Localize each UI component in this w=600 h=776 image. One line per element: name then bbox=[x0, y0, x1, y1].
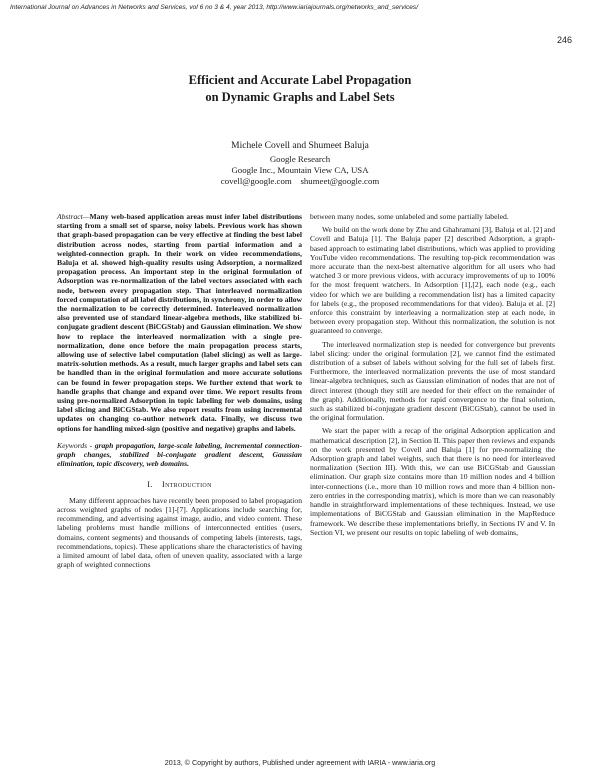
author-names: Michele Covell and Shumeet Baluja bbox=[231, 141, 369, 151]
section-title: Introduction bbox=[162, 480, 212, 490]
intro-paragraph-4: We start the paper with a recap of the original Adsorption application and mathematical description [2], in Section II. This paper then reviews and expands on the work presented by Covell and Baluja [1] for pre-normalizing the Adsorption graph and label weights, such that there is no need for interleaved normalization (Section III). With this, we can use BiCGStab and Gaussian elimination. Our graph size contains more than 10 million nodes and 4 billion inter-connections (i.e., more than 10 million rows and more than 4 billion non-zero entries in the corresponding matrix), which is more than we can reasonably handle in straightforward implementations of these techniques. Instead, we use implementations of BiCGStab and Gaussian elimination in the MapReduce framework. We describe these implementations briefly, in Sections IV and V. In Section VI, we present our results on topic labeling of web domains, bbox=[310, 426, 555, 537]
intro-paragraph-1: Many different approaches have recently been proposed to label propagation across weighted graphs of nodes [1]-[7]. Applications include searching for, recommending, and advertising against image, audio, and video content. These labeling problems must handle millions of interconnected entities (users, domains, content segments) and thousands of competing labels (interests, tags, recommendations, topics). These applications share the characteristics of having a limited amount of label data, often of uneven quality, associated with a large graph of weighted connections bbox=[57, 495, 302, 570]
affiliation-1: Google Research bbox=[269, 154, 331, 164]
intro-paragraph-2: We build on the work done by Zhu and Ghahramani [3], Baluja et al. [2] and Covell and Baluja [1]. The Baluja paper [2] described Adsorption, a graph-based approach to estimating label distributions, which was applied to providing YouTube video recommendations. The resulting top-pick recommendation was more accurate than the next-best alternative algorithm for all users who had watched 3 or more previous videos, with accuracy improvements of up to 100% for the most frequent watchers. In Adsorption [1],[2], each node (e.g., each video for which we are building a recommendation list) has a limited capacity for labels (e.g., the proposed recommendations for that video). Baluja et al. [2] enforce this constraint by interleaving a normalization step at each node, in between every propagation step. Without this normalization, the solution is not guaranteed to converge. bbox=[310, 225, 555, 336]
running-header: International Journal on Advances in Networks and Services, vol 6 no 3 & 4, year 2013, http://www.iariajournals.org/networks_and_services/ bbox=[10, 4, 419, 11]
paper-title-line-2: on Dynamic Graphs and Label Sets bbox=[205, 90, 395, 104]
keywords bbox=[57, 441, 302, 469]
keywords-text: graph propagation, large-scale labeling, incremental connection-graph changes, stabilized bi-conjugate gradient descent, Gaussian elimination, topic discovery, web domains. bbox=[57, 440, 302, 469]
right-column bbox=[310, 212, 555, 537]
section-number: I. bbox=[147, 480, 153, 490]
author-emails: covell@google.com shumeet@google.com bbox=[220, 176, 380, 186]
abstract bbox=[57, 212, 302, 433]
left-column bbox=[57, 212, 302, 569]
copyright-footer: 2013, © Copyright by authors, Published under agreement with IARIA - www.iaria.org bbox=[164, 758, 436, 767]
affiliation-2: Google Inc., Mountain View CA, USA bbox=[231, 165, 369, 175]
paper-title-line-1: Efficient and Accurate Label Propagation bbox=[188, 73, 412, 87]
author-block bbox=[0, 141, 600, 187]
intro-paragraph-1-continued: between many nodes, some unlabeled and some partially labeled. bbox=[310, 212, 509, 221]
page-number: 246 bbox=[556, 35, 572, 45]
section-heading-introduction bbox=[57, 480, 302, 489]
abstract-text: Many web-based application areas must infer label distributions starting from a small set of sparse, noisy labels. Previous work has shown that graph-based propagation can be very effective at finding the best label distribution across nodes, starting from partial information and a weighted-connection graph. In their work on video recommendations, Baluja et al. showed high-quality results using Adsorption, a normalized propagation process. An important step in the original formulation of Adsorption was re-normalization of the label vectors associated with each node, between every propagation step. That interleaved normalization forced computation of all label distributions, in synchrony, in order to allow the normalization to be correctly determined. Interleaved normalization also prevented use of standard linear-algebra methods, like stabilized bi-conjugate gradient descent (BiCGStab) and Gaussian elimination. We show how to replace the interleaved normalization with a single pre-normalization, done once before the main propagation process starts, allowing use of selective label computation (label slicing) as well as large-matrix-solution methods. As a result, much larger graphs and label sets can be handled than in the original formulation and more accurate solutions can be found in fewer propagation steps. We further extend that work to handle graphs that change and expand over time. We report results from using pre-normalized Adsorption in topic labeling for web domains, using label slicing and BiCGStab. We also report results from using incremental updates on changing co-author network data. Finally, we discuss two options for handling mixed-sign (positive and negative) graphs and labels. bbox=[57, 212, 302, 433]
keywords-label: Keywords - bbox=[57, 440, 95, 450]
intro-paragraph-3: The interleaved normalization step is needed for convergence but prevents label slicing: under the original formulation [2], we cannot find the estimated distribution of a subset of labels without solving for the full set of labels first. Furthermore, the interleaved normalization prevents the use of most standard linear-algebra techniques, such as Gaussian elimination of nodes that are not of direct interest (though they still are needed for their effect on the remainder of the graph). Additionally, methods for rapid convergence to the final solution, such as stabilized bi-conjugate gradient descent (BiCGStab), cannot be used in the original formulation. bbox=[310, 339, 555, 423]
abstract-label: Abstract— bbox=[57, 212, 90, 221]
paper-title bbox=[0, 72, 600, 106]
